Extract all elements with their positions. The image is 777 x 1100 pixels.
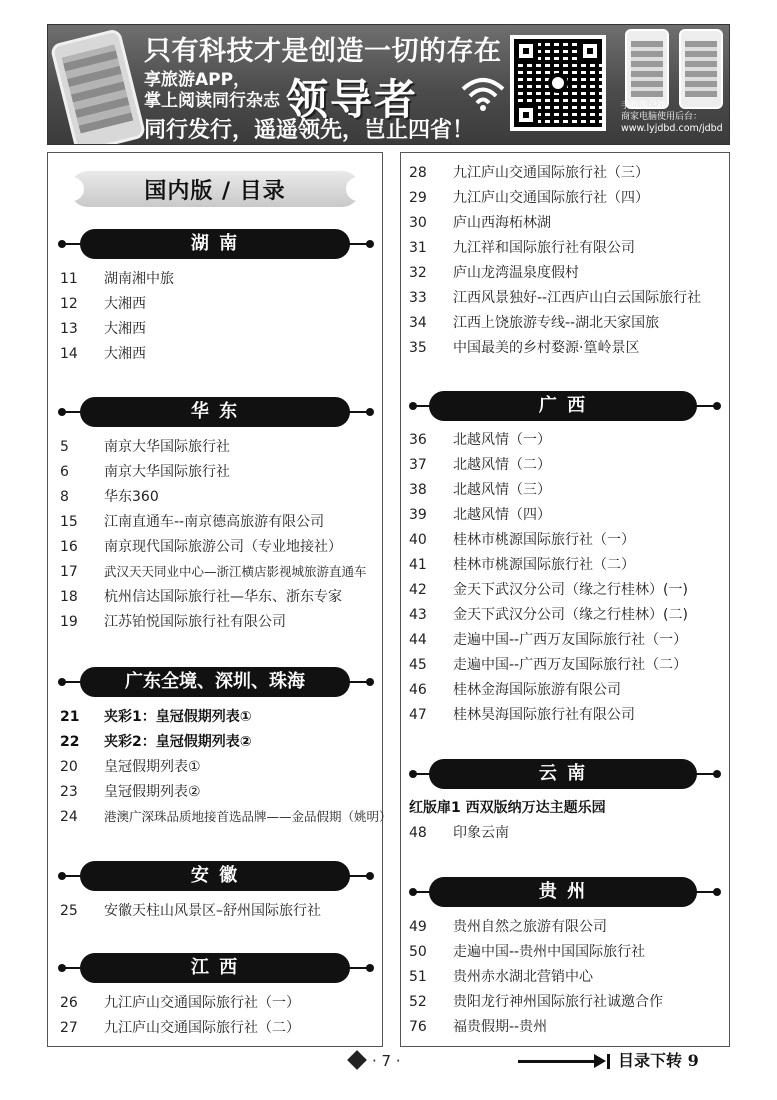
pc-label: 商家电脑使用后台： [621, 112, 703, 122]
toc-right-column: 28 九江庐山交通国际旅行社（三） 29 九江庐山交通国际旅行社（四） 30 庐山西海柘林湖 31 九江祥和国际旅行社有限公司 32 庐山龙湾温泉度假村 33 江西风景独好--江西庐山白云国际旅行社 34 江西上饶旅游专线--湖北天家国旅 35 中国最美的乡村婺源·篁岭景区 广 西 36 北越风情（一） 37 北越风情（二） 38 北越风情（三） 39 北越风情（四） 40 桂林市桃源国际旅行社（一） 41 桂林市桃源国际旅行社（二） 42 金天下武汉分公司（缘之行桂林）(一) 43 金天下武汉分公司（缘之行桂林）(二) 44 走遍中国--广西万友国际旅行社（一） 45 走遍中国--广西万友国际旅行社（二） 46 桂林金海国际旅游有限公司 47 桂林昊海国际旅行社有限公司 云 南 红版扉1 西双版纳万达主题乐园 48 印象云南 贵 州 49 贵州自然之旅游有限公司 50 走遍中国--贵州中国国际旅行社 51 贵州赤水湖北营销中心 52 贵阳龙行神州国际旅行社诚邀合作 76 福贵假期--贵州 [400, 152, 730, 1047]
toc-left-column: 国内版 / 目录 湖 南 11 湖南湘中旅 12 大湘西 13 大湘西 14 大湘西 华 东 5 南京大华国际旅行社 6 南京大华国际旅行社 8 华东360 15 江南直通车--南京德高旅游有限公司 16 南京现代国际旅游公司（专业地接社） 17 武汉天天同业中心—浙江横店影视城旅游直通车 18 杭州信达国际旅行社—华东、浙东专家 19 江苏铂悦国际旅行社有限公司 广东全境、深圳、珠海 21 夹彩1：皇冠假期列表① 22 夹彩2：皇冠假期列表② 20 皇冠假期列表① 23 皇冠假期列表② 24 港澳广深珠品质地接首选品牌——金品假期（姚明） 安 徽 25 安徽天柱山风景区–舒州国际旅行社 江 西 26 九江庐山交通国际旅行社（一） 27 九江庐山交通国际旅行社（二） [47, 152, 383, 1047]
section-header-guangdong [58, 667, 374, 697]
toc-title-badge [70, 171, 360, 207]
section-title: 华 东 [80, 397, 350, 427]
section-header-hunan [58, 229, 374, 259]
arrow-line-icon [518, 1060, 596, 1063]
section-header-jiangxi [58, 953, 374, 983]
toc-title: 国内版 / 目录 [144, 179, 286, 204]
section-title: 贵 州 [429, 877, 697, 907]
banner-headline: 只有科技才是创造一切的存在 [144, 36, 502, 67]
banner-app-line2: 掌上阅读同行杂志 [144, 91, 280, 111]
section-title: 江 西 [80, 953, 350, 983]
section-header-guangxi [409, 391, 721, 421]
banner-leader: 领导者 [286, 75, 419, 124]
section-header-anhui [58, 861, 374, 891]
ad-banner[interactable] [47, 24, 730, 145]
continue-link[interactable]: 目录下转 9 [618, 1051, 699, 1070]
phone-illustration [50, 28, 147, 145]
website-url[interactable]: www.lyjdbd.com/jdbd [621, 123, 723, 134]
app-phones-illustration [623, 29, 727, 107]
section-header-yunnan [409, 759, 721, 789]
client-label: 手机客户端 [621, 101, 667, 111]
section-title: 湖 南 [80, 229, 350, 259]
section-title: 安 徽 [80, 861, 350, 891]
wifi-icon [460, 75, 506, 111]
banner-slogan: 同行发行，遥遥领先，岂止四省！ [144, 118, 475, 143]
qr-code-icon[interactable] [510, 35, 606, 131]
section-title: 广 西 [429, 391, 697, 421]
diamond-icon [347, 1050, 367, 1070]
section-header-guizhou [409, 877, 721, 907]
page-number: · 7 · [350, 1052, 401, 1070]
section-header-huadong [58, 397, 374, 427]
play-arrow-icon [594, 1054, 606, 1068]
arrow-bar-icon [607, 1054, 610, 1069]
section-title: 广东全境、深圳、珠海 [80, 667, 350, 697]
section-title: 云 南 [429, 759, 697, 789]
banner-app-line1: 享旅游APP， [144, 70, 251, 90]
